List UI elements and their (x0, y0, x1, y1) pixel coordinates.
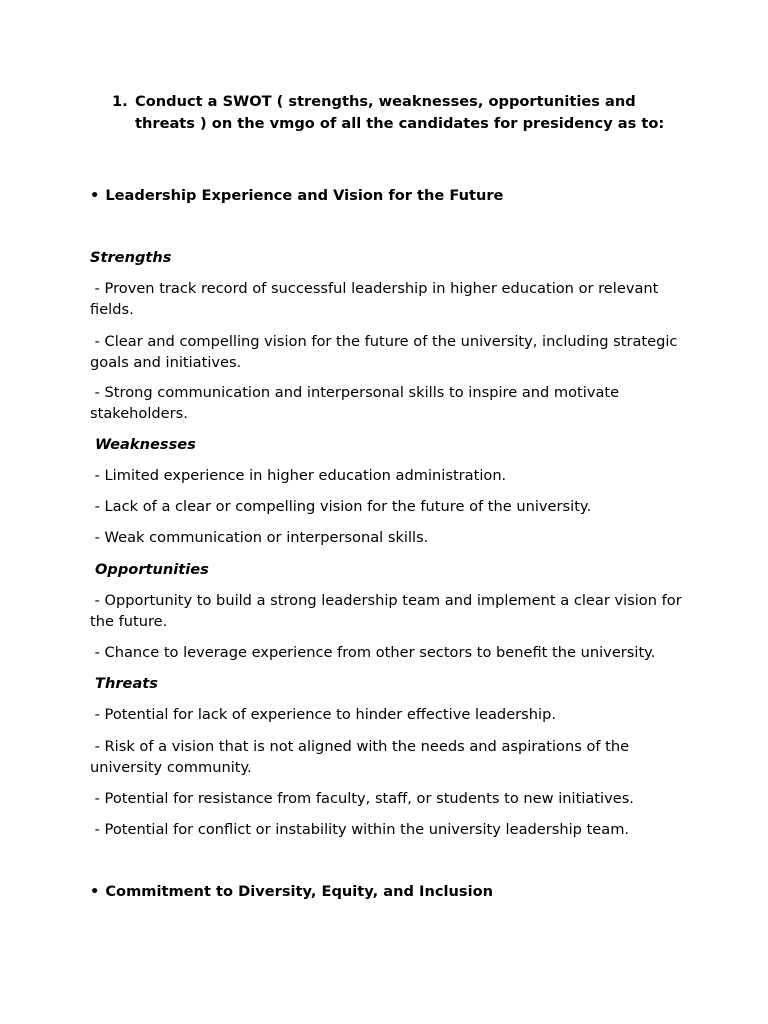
section-title: Commitment to Diversity, Equity, and Inclusion (105, 883, 494, 900)
opportunity-item: - Opportunity to build a strong leadership team and implement a clear vision for the future. (90, 592, 687, 630)
threats-label: Threats (95, 675, 158, 692)
threat-item: - Risk of a vision that is not aligned with the needs and aspirations of the university community. (90, 738, 634, 776)
bullet-icon: • (90, 883, 100, 900)
section-title: Leadership Experience and Vision for the Future (105, 187, 504, 204)
weakness-item: - Weak communication or interpersonal skills. (90, 529, 429, 546)
weakness-item: - Lack of a clear or compelling vision for the future of the university. (90, 498, 592, 515)
threat-item: - Potential for lack of experience to hinder effective leadership. (90, 706, 556, 723)
bullet-icon: • (90, 187, 100, 204)
strength-item: - Proven track record of successful leadership in higher education or relevant fields. (90, 280, 664, 318)
question-number: 1. (112, 93, 128, 110)
strengths-label: Strengths (90, 249, 172, 266)
opportunities-label: Opportunities (95, 561, 209, 578)
question-text: Conduct a SWOT ( strengths, weaknesses, opportunities and threats ) on the vmgo of all the candidates for presidency as to: (135, 93, 665, 132)
threat-item: - Potential for conflict or instability within the university leadership team. (90, 821, 630, 838)
weakness-item: - Limited experience in higher education administration. (90, 467, 507, 484)
question-item (112, 91, 672, 134)
section-heading-leadership (90, 185, 503, 206)
opportunity-item: - Chance to leverage experience from other sectors to benefit the university. (90, 644, 656, 661)
section-heading-diversity (90, 881, 493, 902)
strength-item: - Clear and compelling vision for the future of the university, including strategic goals and initiatives. (90, 333, 683, 371)
strength-item: - Strong communication and interpersonal skills to inspire and motivate stakeholders. (90, 384, 624, 422)
threat-item: - Potential for resistance from faculty, staff, or students to new initiatives. (90, 790, 634, 807)
weaknesses-label: Weaknesses (95, 436, 196, 453)
